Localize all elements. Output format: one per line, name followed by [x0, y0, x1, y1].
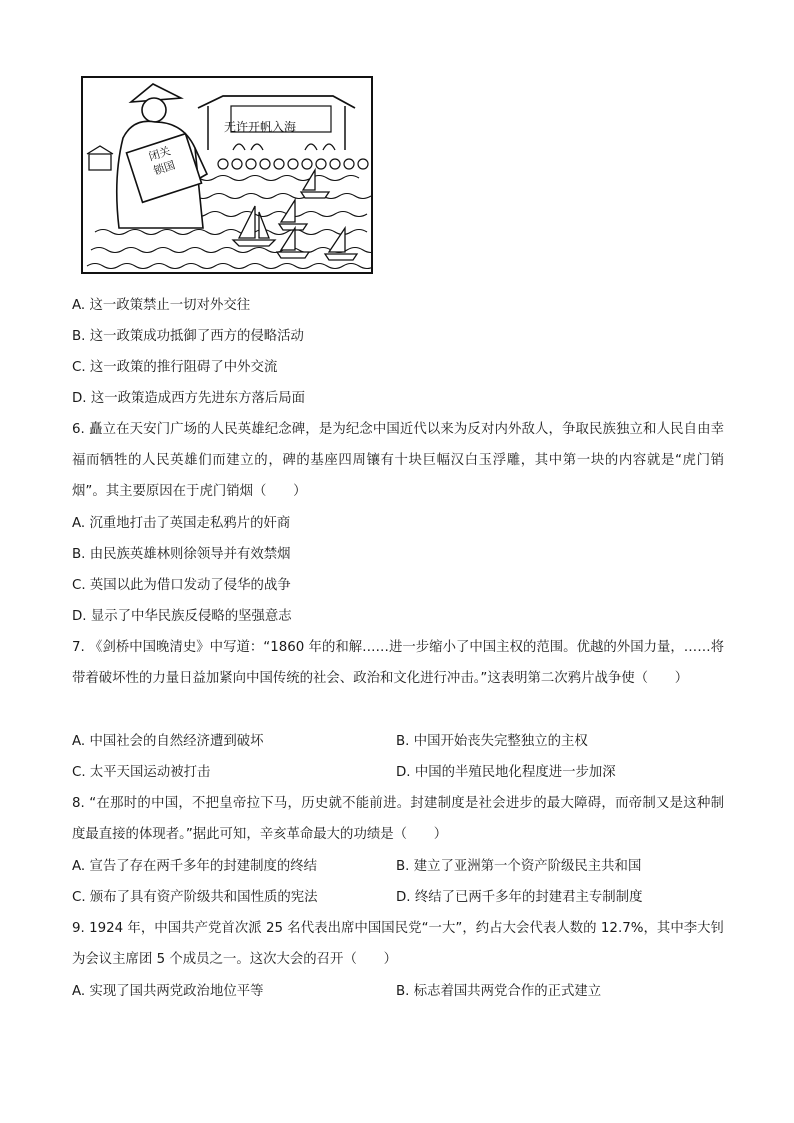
- q8-option-c: C. 颁布了具有资产阶级共和国性质的宪法: [72, 890, 318, 905]
- q7-stem: 7. 《剑桥中国晚清史》中写道：“1860 年的和解……进一步缩小了中国主权的范围。优越的外国力量，……将带着破坏性的力量日益加紧向中国传统的社会、政治和文化进行冲击。”这表明第二次鸦片战争使（ ）: [72, 640, 724, 686]
- q5-option-c: C. 这一政策的推行阻碍了中外交流: [72, 360, 278, 375]
- plaque-line-1: 闭关: [147, 144, 173, 164]
- q5-option-b: B. 这一政策成功抵御了西方的侵略活动: [72, 329, 304, 344]
- sign-text: 无许开帆入海: [224, 120, 297, 134]
- cartoon-drawing: [83, 78, 373, 274]
- q7-option-a: A. 中国社会的自然经济遭到破坏: [72, 734, 264, 749]
- q6-option-b: B. 由民族英雄林则徐领导并有效禁烟: [72, 547, 291, 562]
- closed-door-policy-cartoon: [81, 76, 373, 274]
- plaque-line-2: 锁国: [151, 158, 177, 178]
- q5-option-a: A. 这一政策禁止一切对外交往: [72, 298, 251, 313]
- q8-stem: 8. “在那时的中国，不把皇帝拉下马，历史就不能前进。封建制度是社会进步的最大障碍，而帝制又是这种制度最直接的体现者。”据此可知，辛亥革命最大的功绩是（ ）: [72, 796, 724, 842]
- q6-stem: 6. 矗立在天安门广场的人民英雄纪念碑，是为纪念中国近代以来为反对内外敌人，争取民族独立和人民自由幸福而牺牲的人民英雄们而建立的，碑的基座四周镶有十块巨幅汉白玉浮雕，其中第一块的内容就是“虎门销烟”。其主要原因在于虎门销烟（ ）: [72, 422, 724, 499]
- q6-option-a: A. 沉重地打击了英国走私鸦片的奸商: [72, 516, 291, 531]
- left-tower: [87, 146, 113, 170]
- q7-option-b: B. 中国开始丧失完整独立的主权: [396, 734, 588, 749]
- q8-option-a: A. 宣告了存在两千多年的封建制度的终结: [72, 859, 318, 874]
- q9-stem: 9. 1924 年，中国共产党首次派 25 名代表出席中国国民党“一大”，约占大会代表人数的 12.7%，其中李大钊为会议主席团 5 个成员之一。这次大会的召开（ ）: [72, 921, 724, 967]
- gate-arches: [233, 144, 335, 150]
- q6-option-c: C. 英国以此为借口发动了侵华的战争: [72, 578, 291, 593]
- crowd-row: [218, 159, 368, 169]
- q6-option-d: D. 显示了中华民族反侵略的坚强意志: [72, 609, 292, 624]
- sailboats: [233, 170, 357, 260]
- q5-option-d: D. 这一政策造成西方先进东方落后局面: [72, 391, 306, 406]
- q9-option-a: A. 实现了国共两党政治地位平等: [72, 984, 264, 999]
- q9-option-b: B. 标志着国共两党合作的正式建立: [396, 984, 602, 999]
- q7-option-d: D. 中国的半殖民地化程度进一步加深: [396, 765, 616, 780]
- official-head: [142, 98, 166, 122]
- q8-option-b: B. 建立了亚洲第一个资产阶级民主共和国: [396, 859, 642, 874]
- q7-option-c: C. 太平天国运动被打击: [72, 765, 211, 780]
- q8-option-d: D. 终结了已两千多年的封建君主专制制度: [396, 890, 643, 905]
